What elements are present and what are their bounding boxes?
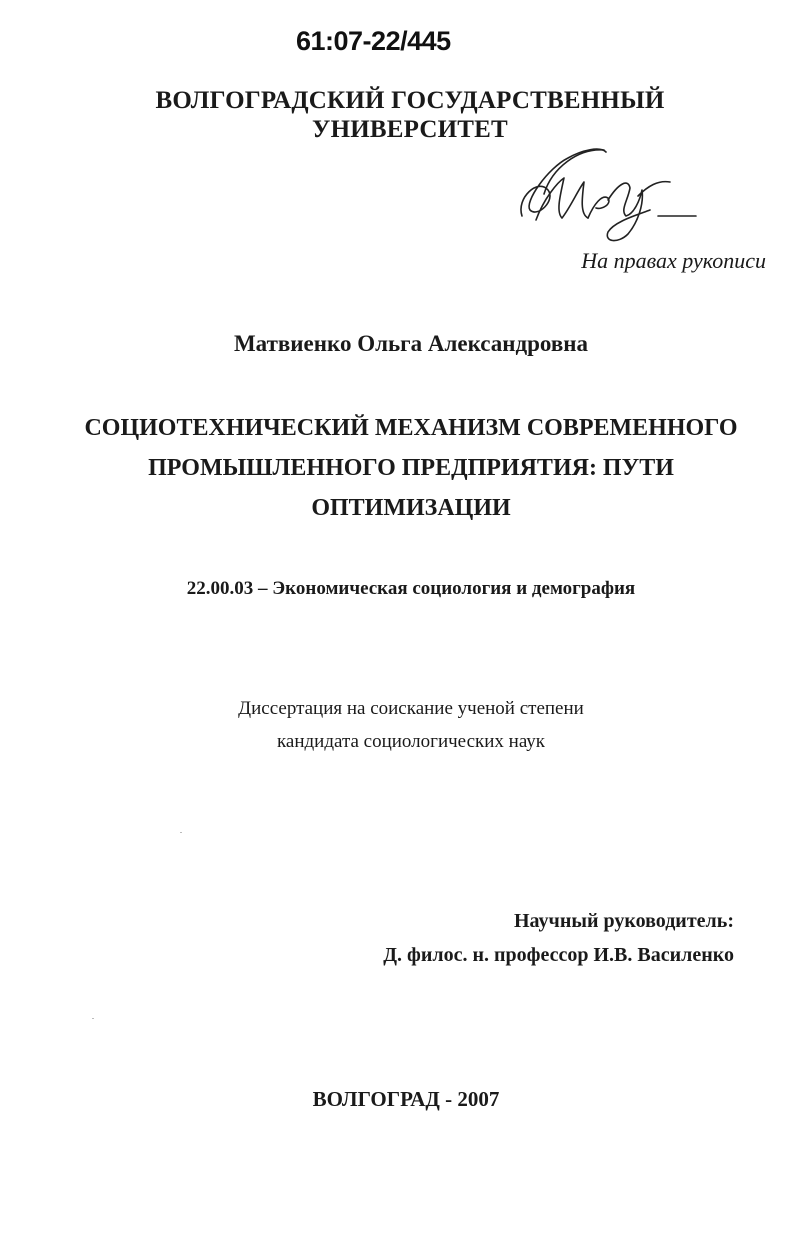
handwritten-signature [508,138,708,248]
university-name [150,86,670,144]
dissertation-title [60,408,762,528]
advisor-label: Научный руководитель: [514,910,734,932]
dissertation-degree [0,692,798,758]
advisor-name: Д. филос. н. профессор И.В. Василенко [383,944,734,966]
university-line-2: УНИВЕРСИТЕТ [312,116,508,143]
specialty: 22.00.03 – Экономическая социология и демография [186,578,636,599]
title-line-3: ОПТИМИЗАЦИИ [311,495,511,521]
catalog-number: 61:07-22/445 [296,26,451,56]
title-line-2: ПРОМЫШЛЕННОГО ПРЕДПРИЯТИЯ: ПУТИ [148,455,674,481]
degree-line-1: Диссертация на соискание ученой степени [238,698,584,719]
university-line-1: ВОЛГОГРАДСКИЙ ГОСУДАРСТВЕННЫЙ [155,87,665,114]
city-year: ВОЛГОГРАД - 2007 [312,1087,500,1111]
scan-speck [180,832,182,833]
title-line-1: СОЦИОТЕХНИЧЕСКИЙ МЕХАНИЗМ СОВРЕМЕННОГО [84,415,738,441]
manuscript-rights: На правах рукописи [581,248,766,273]
author-name: Матвиенко Ольга Александровна [233,331,589,356]
scan-speck [92,1018,94,1019]
degree-line-2: кандидата социологических наук [276,731,546,752]
